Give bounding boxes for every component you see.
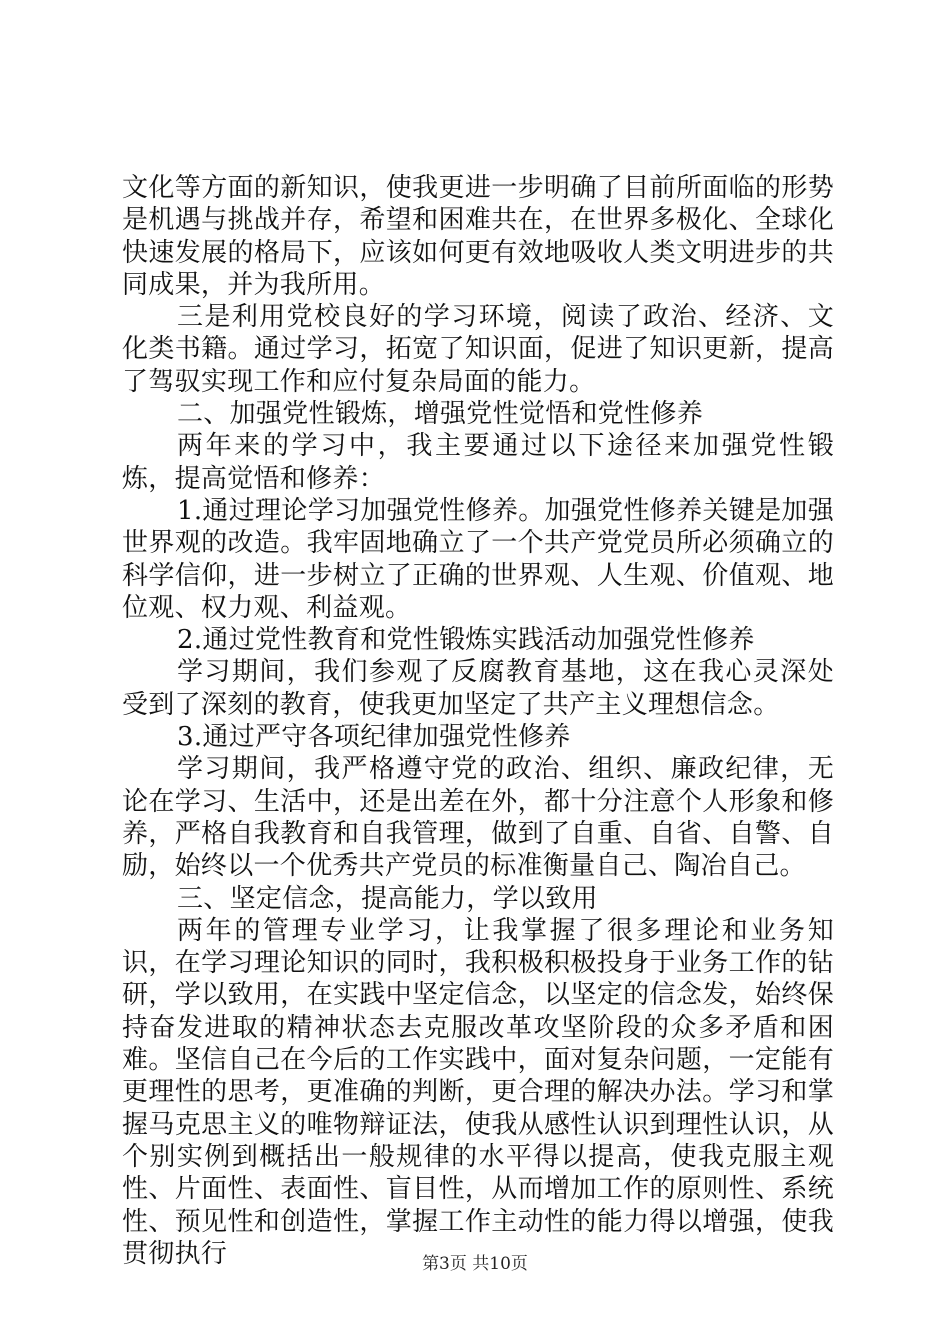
paragraph-continuation: 文化等方面的新知识，使我更进一步明确了目前所面临的形势是机遇与挑战并存，希望和困难共在，在世界多极化、全球化快速发展的格局下，应该如何更有效地吸收人类文明进步的共同成果，并为我所用。 [122, 173, 834, 300]
paragraph-reading: 三是利用党校良好的学习环境，阅读了政治、经济、文化类书籍。通过学习，拓宽了知识面，促进了知识更新，提高了驾驭实现工作和应付复杂局面的能力。 [122, 302, 834, 397]
page-number-footer: 第3页 共10页 [422, 1254, 528, 1274]
subheading-item-3: 3.通过严守各项纪律加强党性修养 [177, 722, 571, 753]
document-body [122, 172, 834, 1270]
section-heading-2: 二、加强党性锻炼，增强党性觉悟和党性修养 [177, 399, 704, 430]
section-heading-3: 三、坚定信念，提高能力，学以致用 [177, 883, 598, 914]
paragraph-study: 两年的管理专业学习，让我掌握了很多理论和业务知识，在学习理论知识的同时，我积极积极投身于业务工作的钻研，学以致用，在实践中坚定信念，以坚定的信念发，始终保持奋发进取的精神状态去克服改革攻坚阶段的众多矛盾和困难。坚信自己在今后的工作实践中，面对复杂问题，一定能有更理性的思考，更准确的判断，更合理的解决办法。学习和掌握马克思主义的唯物辩证法，使我从感性认识到理性认识，从个别实例到概括出一般规律的水平得以提高，使我克服主观性、片面性、表面性、盲目性，从而增加工作的原则性、系统性、预见性和创造性，掌握工作主动性的能力得以增强，使我贯彻执行 [122, 915, 834, 1269]
paragraph-item-1: 1.通过理论学习加强党性修养。加强党性修养关键是加强世界观的改造。我牢固地确立了一个共产党党员所必须确立的科学信仰，进一步树立了正确的世界观、人生观、价值观、地位观、权力观、利益观。 [122, 495, 834, 623]
subheading-item-2: 2.通过党性教育和党性锻炼实践活动加强党性修养 [177, 625, 755, 656]
paragraph-discipline: 学习期间，我严格遵守党的政治、组织、廉政纪律，无论在学习、生活中，还是出差在外，都十分注意个人形象和修养，严格自我教育和自我管理，做到了自重、自省、自警、自励，始终以一个优秀共产党员的标准衡量自己、陶冶自己。 [122, 754, 834, 882]
paragraph-intro: 两年来的学习中，我主要通过以下途径来加强党性锻炼，提高觉悟和修养： [122, 431, 834, 494]
paragraph-visit: 学习期间，我们参观了反腐教育基地，这在我心灵深处受到了深刻的教育，使我更加坚定了共产主义理想信念。 [122, 657, 834, 720]
